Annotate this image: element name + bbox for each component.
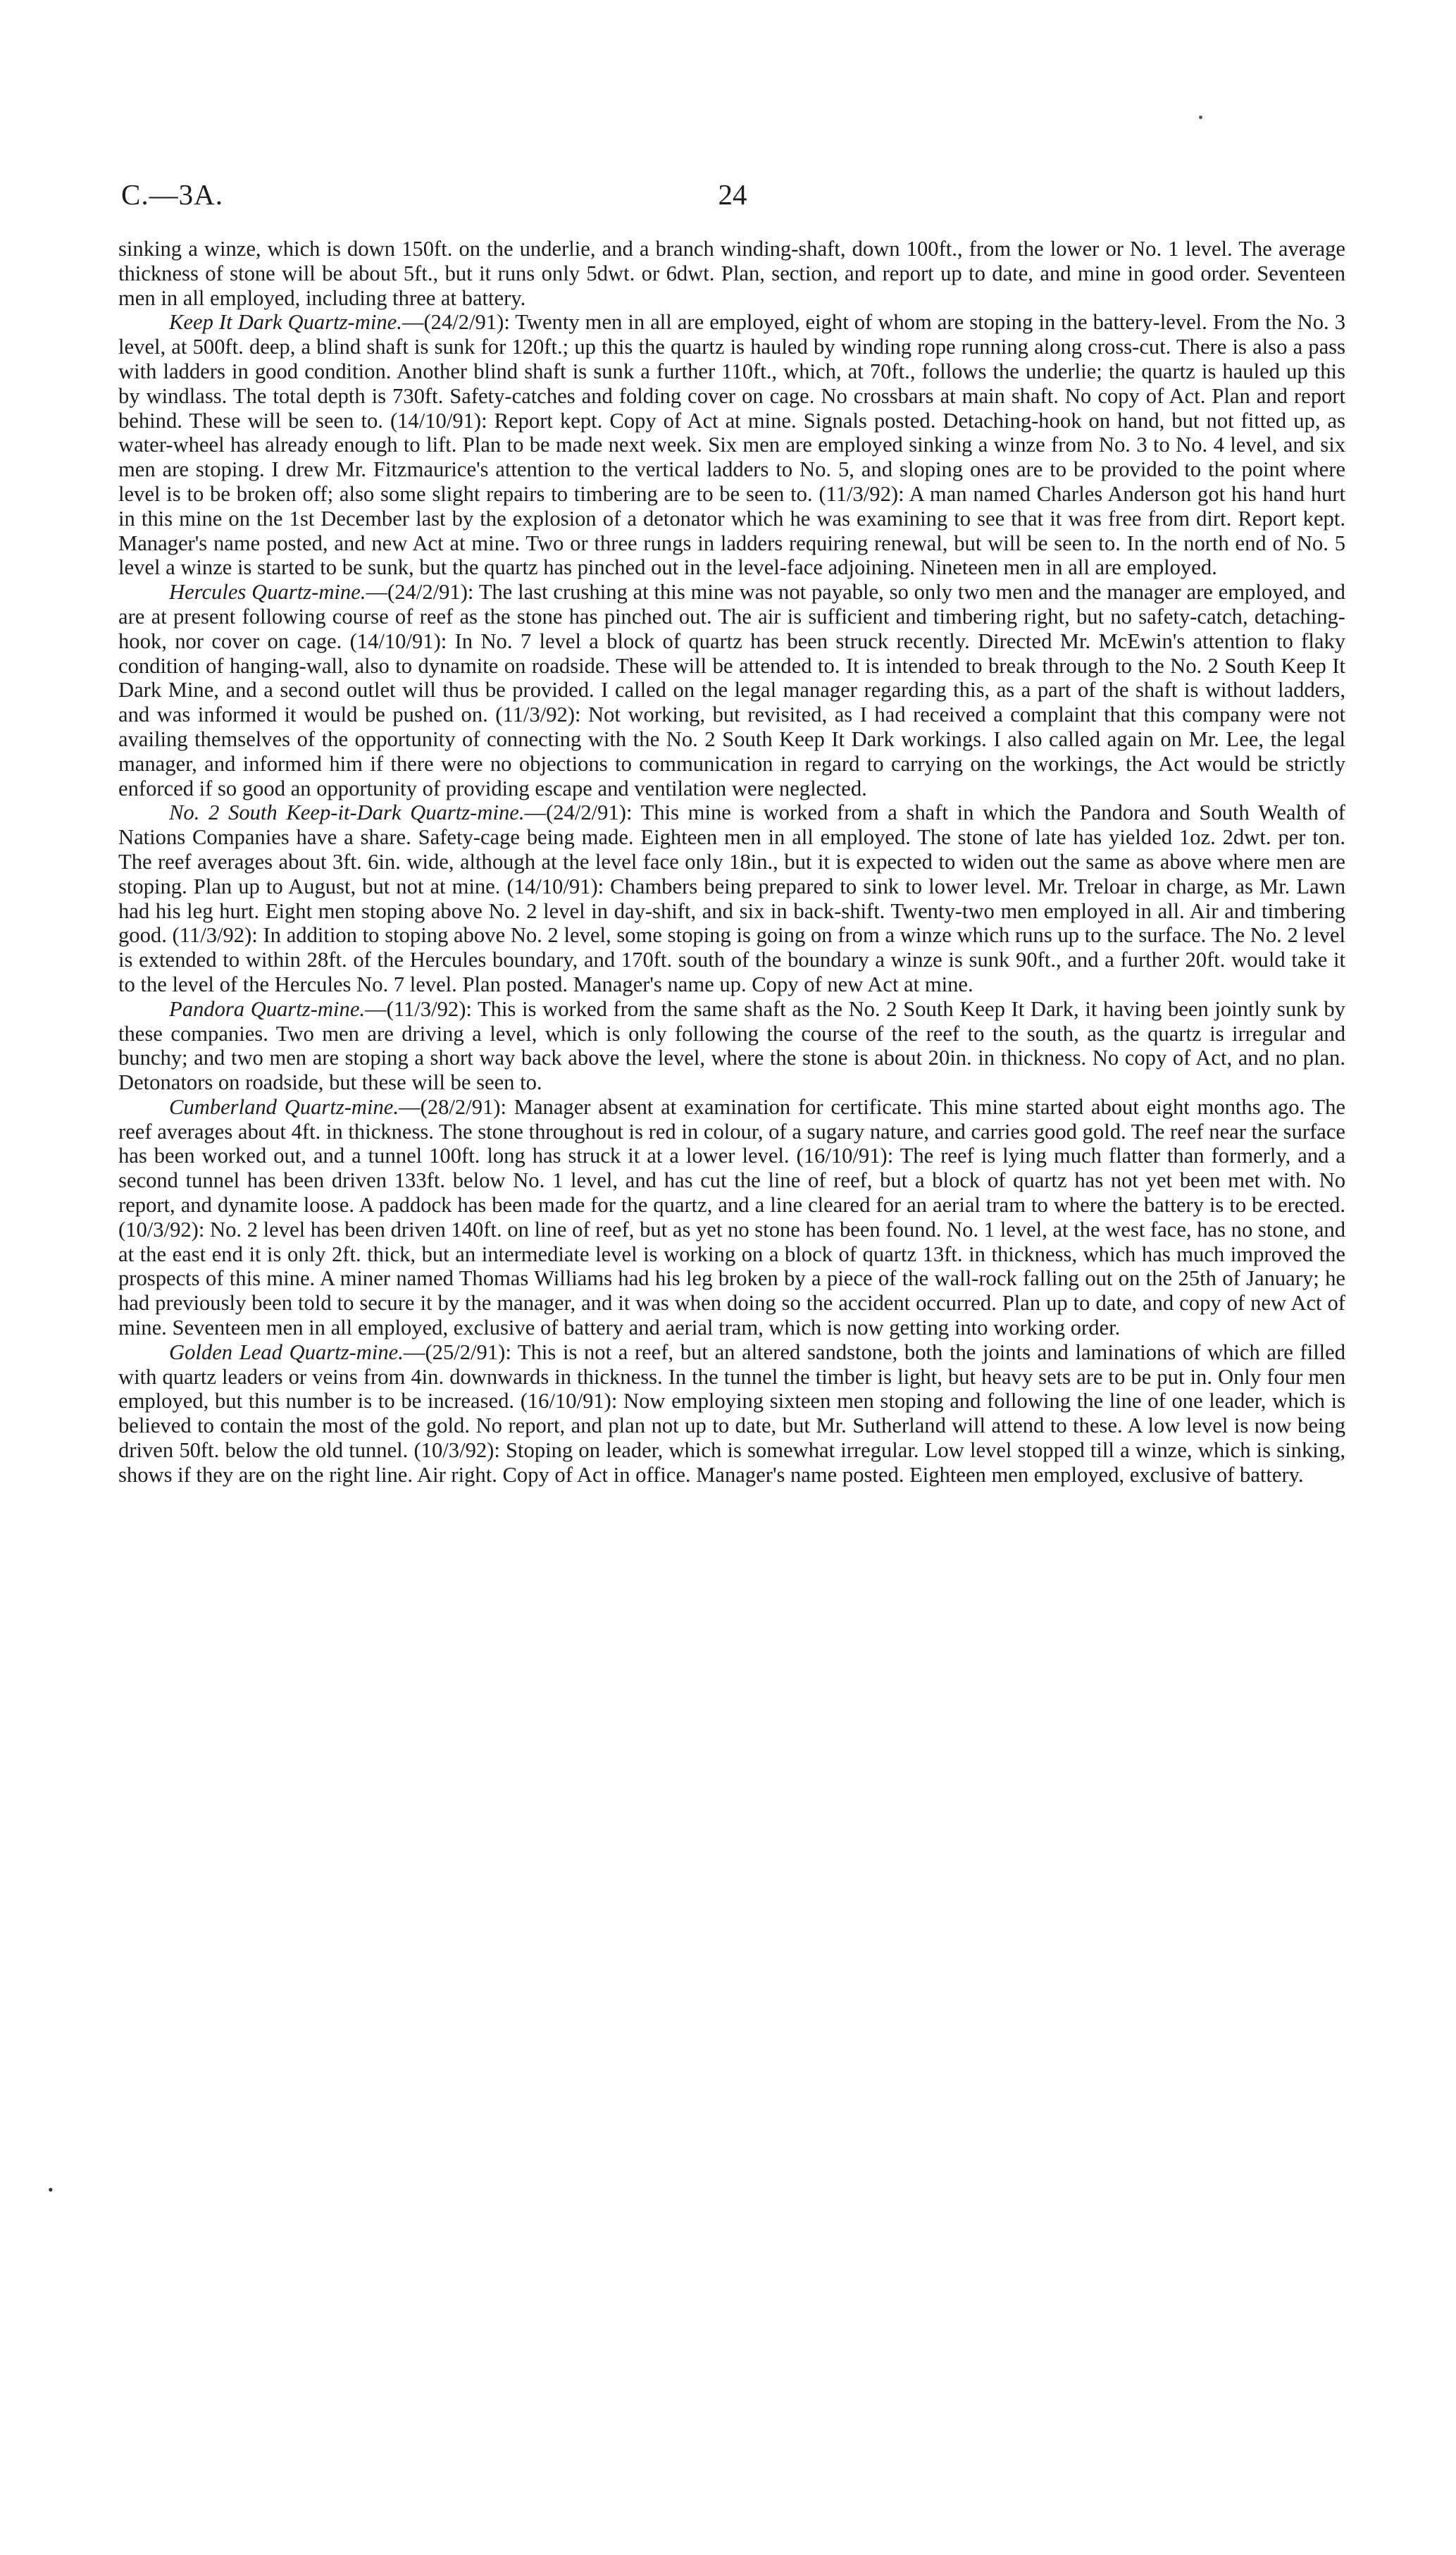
mine-name: Hercules Quartz-mine. (169, 580, 366, 605)
mine-name: Golden Lead Quartz-mine. (169, 1340, 404, 1364)
mine-report-text: —(28/2/91): Manager absent at examination for certificate. This mine started about eight months ago. The reef averages about 4ft. in thickness. The stone throughout is red in colour, of a sugary nature, and carries good gold. The reef near the surface has been worked out, and a tunnel 100ft. long has struck it at a lower level. (16/10/91): The reef is lying much flatter than formerly, and a second tunnel has been driven 133ft. below No. 1 level, and has cut the line of reef, but a block of quartz has not yet been met with. No report, and dynamite loose. A paddock has been made for the quartz, and a line cleared for an aerial tram to where the battery is to be erected. (10/3/92): No. 2 level has been driven 140ft. on line of reef, but as yet no stone has been found. No. 1 level, at the west face, has no stone, and at the east end it is only 2ft. thick, but an intermediate level is working on a block of quartz 13ft. in thickness, which has much improved the prospects of this mine. A miner named Thomas Williams had his leg broken by a piece of the wall-rock falling out on the 25th of January; he had previously been told to secure it by the manager, and it was when doing so the accident occurred. Plan up to date, and copy of new Act of mine. Seventeen men in all employed, exclusive of battery and aerial tram, which is now getting into working order. (118, 1094, 1345, 1340)
document-reference: C.—3A. (121, 178, 223, 211)
mine-report-text: —(24/2/91): The last crushing at this mine was not payable, so only two men and the manager are employed, and are at present following course of reef as the stone has pinched out. The air is sufficient and timbering right, but no safety-catch, detaching-hook, nor cover on cage. (14/10/91): In No. 7 level a block of quartz has been struck recently. Directed Mr. McEwin's attention to flaky condition of hanging-wall, also to dynamite on roadside. These will be attended to. It is intended to break through to the No. 2 South Keep It Dark Mine, and a second outlet will thus be provided. I called on the legal manager regarding this, as a part of the shaft is without ladders, and was informed it would be pushed on. (11/3/92): Not working, but revisited, as I had received a complaint that this company were not availing themselves of the opportunity of connecting with the No. 2 South Keep It Dark workings. I also called again on Mr. Lee, the legal manager, and informed him if there were no objections to communication in regard to carrying on the workings, the Act would be strictly enforced if so good an opportunity of providing escape and ventilation were neglected. (118, 580, 1345, 800)
mine-name: Pandora Quartz-mine. (169, 996, 366, 1021)
mine-entry-keep-it-dark (118, 310, 1345, 580)
mine-entry-golden-lead (118, 1340, 1345, 1487)
mine-name: Cumberland Quartz-mine. (169, 1094, 399, 1119)
page-number: 24 (718, 178, 747, 211)
stray-dot-mark (1199, 116, 1202, 119)
mine-entry-pandora (118, 997, 1345, 1095)
margin-mark: • (48, 2181, 54, 2198)
report-body (118, 237, 1345, 1487)
mine-name: No. 2 South Keep-it-Dark Quartz-mine. (169, 800, 525, 825)
continuation-paragraph: sinking a winze, which is down 150ft. on the underlie, and a branch winding-shaft, down 100ft., from the lower or No. 1 level. The average thickness of stone will be about 5ft., but it runs only 5dwt. or 6dwt. Plan, section, and report up to date, and mine in good order. Seventeen men in all employed, including three at battery. (118, 237, 1345, 310)
mine-report-text: —(11/3/92): This is worked from the same shaft as the No. 2 South Keep It Dark, it having been jointly sunk by these companies. Two men are driving a level, which is only following the course of the reef to the south, as the quartz is irregular and bunchy; and two men are stoping a short way back above the level, where the stone is about 20in. in thickness. No copy of Act, and no plan. Detonators on roadside, but these will be seen to. (118, 996, 1345, 1095)
mine-report-text: —(24/2/91): Twenty men in all are employed, eight of whom are stoping in the battery-level. From the No. 3 level, at 500ft. deep, a blind shaft is sunk for 120ft.; up this the quartz is hauled by winding rope running along cross-cut. There is also a pass with ladders in good condition. Another blind shaft is sunk a further 110ft., which, at 70ft., follows the underlie; the quartz is hauled up this by windlass. The total depth is 730ft. Safety-catches and folding cover on cage. No crossbars at main shaft. No copy of Act. Plan and report behind. These will be seen to. (14/10/91): Report kept. Copy of Act at mine. Signals posted. Detaching-hook on hand, but not fitted up, as water-wheel has already enough to lift. Plan to be made next week. Six men are employed sinking a winze from No. 3 to No. 4 level, and six men are stoping. I drew Mr. Fitzmaurice's attention to the vertical ladders to No. 5, and sloping ones are to be provided to the point where level is to be broken off; also some slight repairs to timbering are to be seen to. (11/3/92): A man named Charles Anderson got his hand hurt in this mine on the 1st December last by the explosion of a detonator which he was examining to see that it was free from dirt. Report kept. Manager's name posted, and new Act at mine. Two or three rungs in ladders requiring renewal, but will be seen to. In the north end of No. 5 level a winze is started to be sunk, but the quartz has pinched out in the level-face adjoining. Nineteen men in all are employed. (118, 310, 1345, 580)
mine-report-text: —(24/2/91): This mine is worked from a shaft in which the Pandora and South Wealth of Nations Companies have a share. Safety-cage being made. Eighteen men in all employed. The stone of late has yielded 1oz. 2dwt. per ton. The reef averages about 3ft. 6in. wide, although at the level face only 18in., but it is expected to widen out the same as above where men are stoping. Plan up to August, but not at mine. (14/10/91): Chambers being prepared to sink to lower level. Mr. Treloar in charge, as Mr. Lawn had his leg hurt. Eight men stoping above No. 2 level in day-shift, and six in back-shift. Twenty-two men employed in all. Air and timbering good. (11/3/92): In addition to stoping above No. 2 level, some stoping is going on from a winze which runs up to the surface. The No. 2 level is extended to within 28ft. of the Hercules boundary, and 170ft. south of the boundary a winze is sunk 90ft., and a further 20ft. would take it to the level of the Hercules No. 7 level. Plan posted. Manager's name up. Copy of new Act at mine. (118, 800, 1345, 996)
page-header (121, 178, 1344, 220)
mine-entry-hercules (118, 580, 1345, 800)
mine-entry-no2-south-keep-it-dark (118, 800, 1345, 996)
mine-report-text: —(25/2/91): This is not a reef, but an altered sandstone, both the joints and laminations of which are filled with quartz leaders or veins from 4in. downwards in thickness. In the tunnel the timber is light, but heavy sets are to be put in. Only four men employed, but this number is to be increased. (16/10/91): Now employing sixteen men stoping and following the line of one leader, which is believed to contain the most of the gold. No report, and plan not up to date, but Mr. Sutherland will attend to these. A low level is now being driven 50ft. below the old tunnel. (10/3/92): Stoping on leader, which is somewhat irregular. Low level stopped till a winze, which is sinking, shows if they are on the right line. Air right. Copy of Act in office. Manager's name posted. Eighteen men employed, exclusive of battery. (118, 1340, 1345, 1487)
mine-entry-cumberland (118, 1095, 1345, 1340)
mine-name: Keep It Dark Quartz-mine. (169, 310, 402, 335)
